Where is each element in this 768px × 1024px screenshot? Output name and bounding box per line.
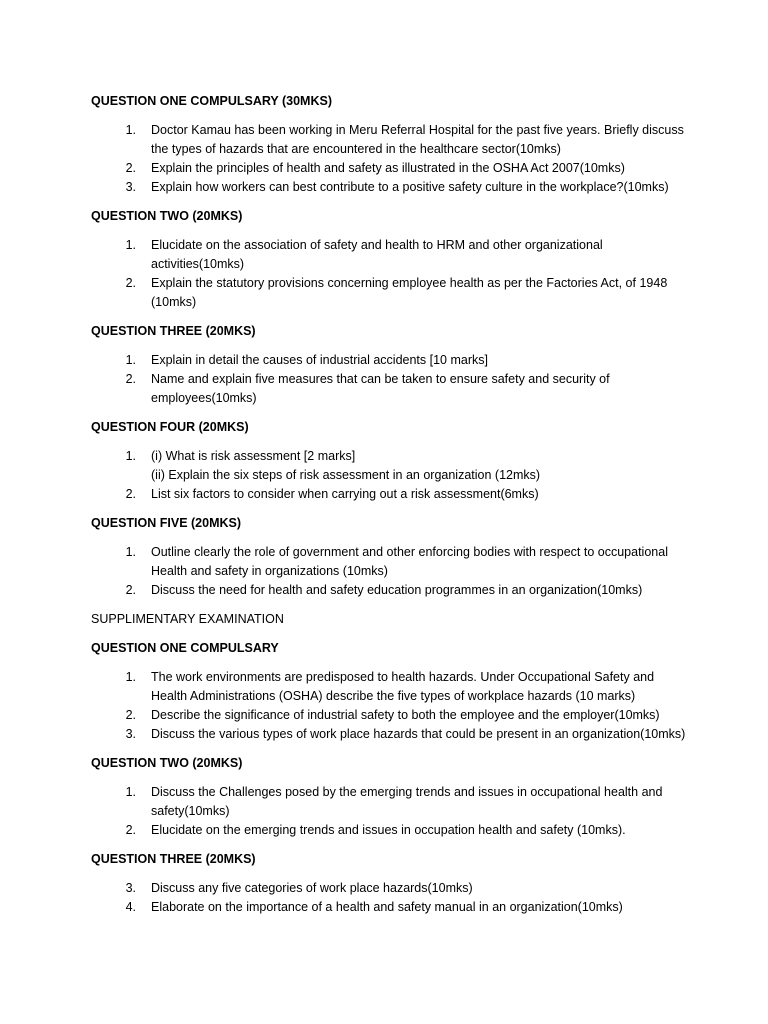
question-item	[91, 725, 691, 744]
question-list	[91, 668, 691, 744]
question-list	[91, 351, 691, 408]
question-item	[91, 447, 691, 485]
question-text: Discuss the various types of work place hazards that could be present in an organization(10mks)	[151, 727, 686, 741]
section-heading: QUESTION FIVE (20MKS)	[91, 516, 242, 530]
question-number: 1.	[125, 545, 136, 559]
question-number: 2.	[125, 708, 136, 722]
question-list	[91, 543, 691, 600]
question-text: Elucidate on the association of safety and health to HRM and other organizational activities(10mks)	[151, 238, 603, 271]
question-number: 2.	[125, 161, 136, 175]
question-text: Elaborate on the importance of a health and safety manual in an organization(10mks)	[151, 900, 623, 914]
question-item	[91, 706, 691, 725]
section-heading: QUESTION TWO (20MKS)	[91, 209, 243, 223]
question-text: Explain the principles of health and safety as illustrated in the OSHA Act 2007(10mks)	[151, 161, 625, 175]
question-number: 1.	[125, 238, 136, 252]
question-text: List six factors to consider when carrying out a risk assessment(6mks)	[151, 487, 539, 501]
question-number: 1.	[125, 785, 136, 799]
question-item	[91, 274, 691, 312]
question-text: Discuss the need for health and safety education programmes in an organization(10mks)	[151, 583, 643, 597]
question-item	[91, 581, 691, 600]
question-text: (i) What is risk assessment [2 marks]	[151, 449, 356, 463]
question-text: Explain how workers can best contribute to a positive safety culture in the workplace?(10mks)	[151, 180, 669, 194]
question-item	[91, 783, 691, 821]
question-number: 2.	[125, 823, 136, 837]
section-heading: QUESTION TWO (20MKS)	[91, 756, 243, 770]
question-list	[91, 783, 691, 840]
question-number: 2.	[125, 487, 136, 501]
question-list	[91, 236, 691, 312]
question-number: 1.	[125, 670, 136, 684]
question-item	[91, 370, 691, 408]
question-item	[91, 668, 691, 706]
question-item	[91, 121, 691, 159]
question-text: Outline clearly the role of government and other enforcing bodies with respect to occupational Health and safety in organizations (10mks)	[151, 545, 668, 578]
question-number: 2.	[125, 583, 136, 597]
question-item	[91, 821, 691, 840]
question-text: Discuss any five categories of work place hazards(10mks)	[151, 881, 473, 895]
question-text: Explain in detail the causes of industrial accidents [10 marks]	[151, 353, 488, 367]
question-item	[91, 178, 691, 197]
question-text: Elucidate on the emerging trends and issues in occupation health and safety (10mks).	[151, 823, 626, 837]
question-item	[91, 236, 691, 274]
section-heading: SUPPLIMENTARY EXAMINATION	[91, 612, 284, 626]
question-number: 2.	[125, 276, 136, 290]
section-heading: QUESTION THREE (20MKS)	[91, 324, 256, 338]
question-number: 4.	[125, 900, 136, 914]
question-list	[91, 879, 691, 917]
question-text: Name and explain five measures that can be taken to ensure safety and security of employees(10mks)	[151, 372, 610, 405]
question-number: 1.	[125, 123, 136, 137]
question-number: 3.	[125, 180, 136, 194]
question-item	[91, 159, 691, 178]
question-item	[91, 543, 691, 581]
question-text: Doctor Kamau has been working in Meru Referral Hospital for the past five years. Briefly discuss the types of hazards that are encountered in the healthcare sector(10mks)	[151, 123, 684, 156]
question-number: 3.	[125, 727, 136, 741]
question-text: Discuss the Challenges posed by the emerging trends and issues in occupational health and safety(10mks)	[151, 785, 663, 818]
section-heading: QUESTION ONE COMPULSARY (30MKS)	[91, 94, 332, 108]
section-heading: QUESTION FOUR (20MKS)	[91, 420, 249, 434]
question-item	[91, 351, 691, 370]
question-number: 3.	[125, 881, 136, 895]
question-text: (ii) Explain the six steps of risk assessment in an organization (12mks)	[151, 468, 541, 482]
question-number: 1.	[125, 353, 136, 367]
section-heading: QUESTION THREE (20MKS)	[91, 852, 256, 866]
question-list	[91, 447, 691, 504]
question-number: 2.	[125, 372, 136, 386]
question-item	[91, 879, 691, 898]
question-text: Explain the statutory provisions concerning employee health as per the Factories Act, of 1948 (10mks)	[151, 276, 668, 309]
section-heading: QUESTION ONE COMPULSARY	[91, 641, 279, 655]
question-text: The work environments are predisposed to health hazards. Under Occupational Safety and Health Administrations (OSHA) describe the five types of workplace hazards (10 marks)	[151, 670, 655, 703]
question-item	[91, 898, 691, 917]
question-number: 1.	[125, 449, 136, 463]
question-item	[91, 485, 691, 504]
question-list	[91, 121, 691, 197]
question-text: Describe the significance of industrial safety to both the employee and the employer(10mks)	[151, 708, 660, 722]
exam-content	[91, 92, 691, 927]
